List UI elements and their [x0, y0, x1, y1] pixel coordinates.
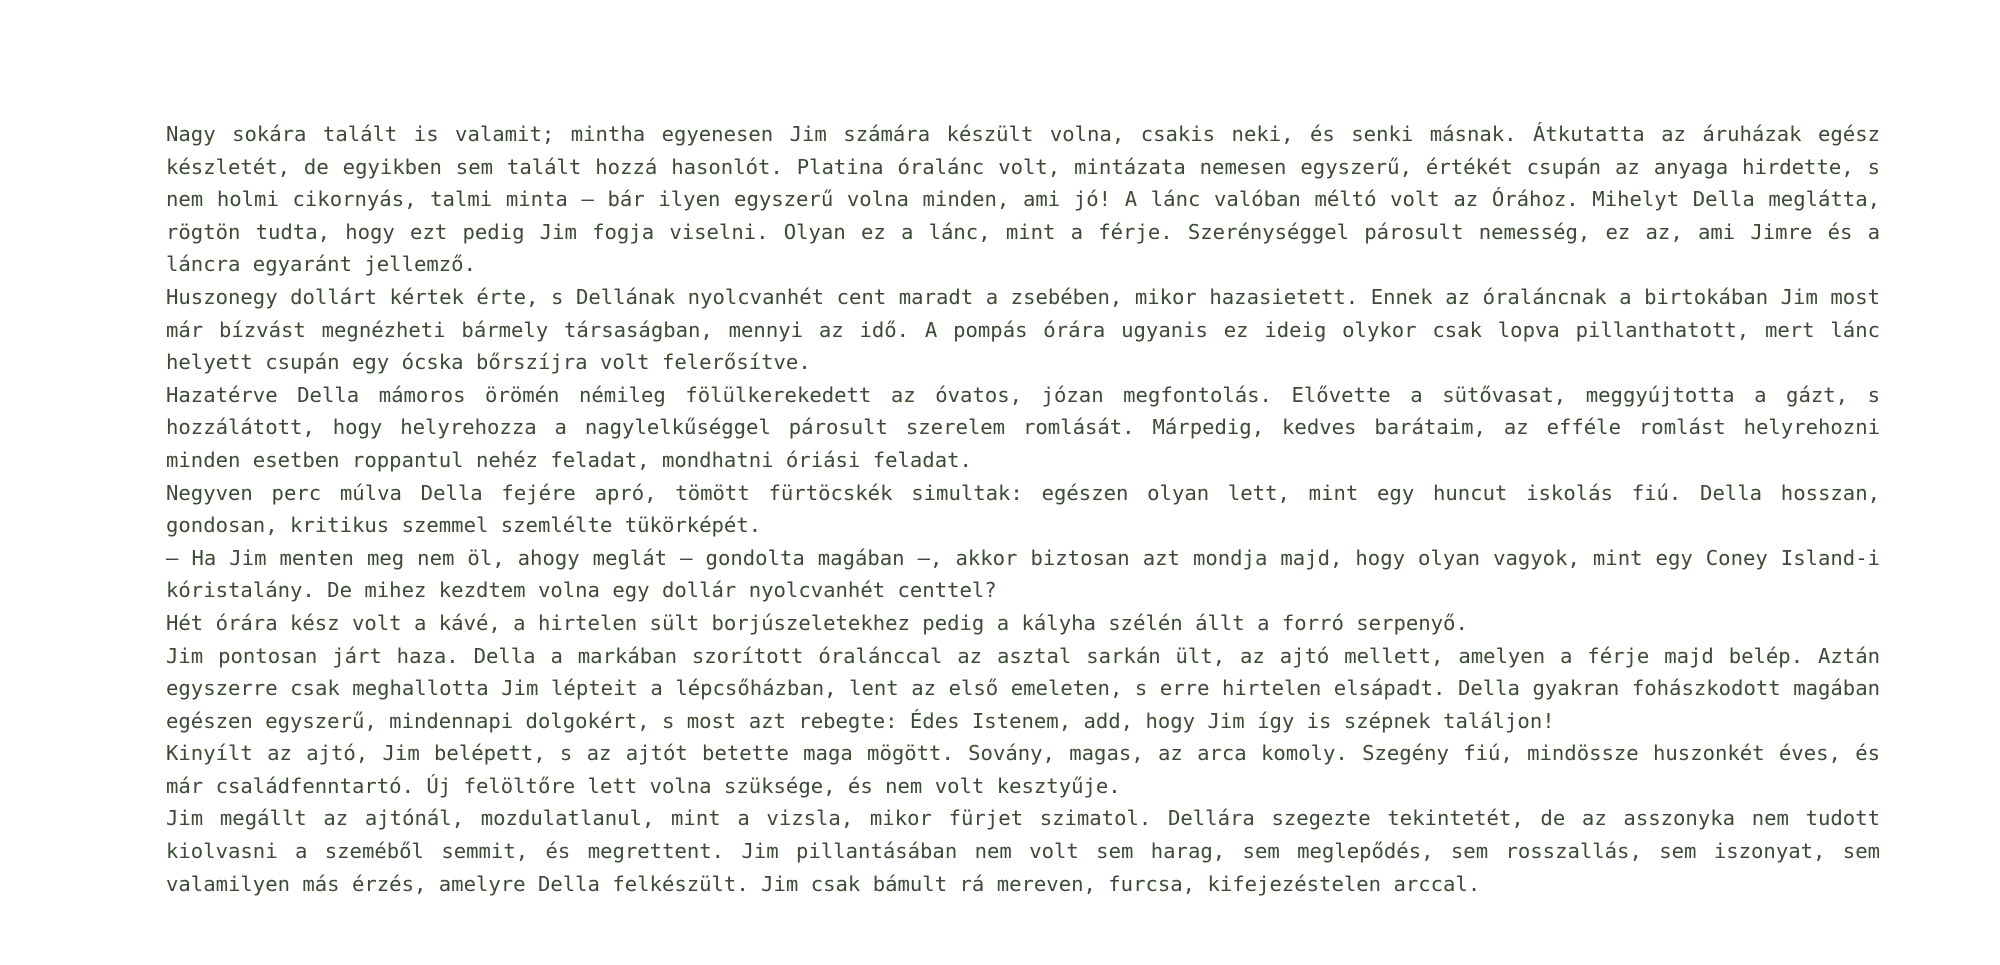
- paragraph: Negyven perc múlva Della fejére apró, tömött fürtöcskék simultak: egészen olyan lett, mint egy huncut iskolás fiú. Della hosszan, gondosan, kritikus szemmel szemlélte tükörképét.: [166, 480, 1880, 538]
- paragraph: Jim megállt az ajtónál, mozdulatlanul, mint a vizsla, mikor fürjet szimatol. Dellára szegezte tekintetét, de az asszonyka nem tudott kiolvasni a szeméből semmit, és megrettent. Jim pillantásában nem volt sem harag, sem meglepődés, sem rosszallás, sem iszonyat, sem valamilyen más érzés, amelyre Della felkészült. Jim csak bámult rá mereven, furcsa, kifejezéstelen arccal.: [166, 806, 1880, 896]
- paragraph: Nagy sokára talált is valamit; mintha egyenesen Jim számára készült volna, csakis neki, és senki másnak. Átkutatta az áruházak egész készletét, de egyikben sem talált hozzá hasonlót. Platina óralánc volt, mintázata nemesen egyszerű, értékét csupán az anyaga hirdette, s nem holmi cikornyás, talmi minta – bár ilyen egyszerű volna minden, ami jó! A lánc valóban méltó volt az Órához. Mihelyt Della meglátta, rögtön tudta, hogy ezt pedig Jim fogja viselni. Olyan ez a lánc, mint a férje. Szerénységgel párosult nemesség, ez az, ami Jimre és a láncra egyaránt jellemző.: [166, 122, 1880, 277]
- paragraph: Huszonegy dollárt kértek érte, s Dellának nyolcvanhét cent maradt a zsebében, mikor hazasietett. Ennek az óraláncnak a birtokában Jim most már bízvást megnézheti bármely társaságban, mennyi az idő. A pompás órára ugyanis ez ideig olykor csak lopva pillanthatott, mert lánc helyett csupán egy ócska bőrszíjra volt felerősítve.: [166, 284, 1880, 375]
- paragraph: Kinyílt az ajtó, Jim belépett, s az ajtót betette maga mögött. Sovány, magas, az arca komoly. Szegény fiú, mindössze huszonkét éves, és már családfenntartó. Új felöltőre lett volna szüksége, és nem volt kesztyűje.: [166, 741, 1880, 798]
- paragraph: Jim pontosan járt haza. Della a markában szorított óralánccal az asztal sarkán ült, az ajtó mellett, amelyen a férje majd belép. Aztán egyszerre csak meghallotta Jim lépteit a lépcsőházban, lent az első emeleten, s erre hirtelen elsápadt. Della gyakran fohászkodott magában egészen egyszerű, mindennapi dolgokért, s most azt rebegte: Édes Istenem, add, hogy Jim így is szépnek találjon!: [166, 643, 1880, 733]
- paragraph: Hét órára kész volt a kávé, a hirtelen sült borjúszeletekhez pedig a kályha szélén állt a forró serpenyő.: [166, 610, 1468, 635]
- paragraph: Hazatérve Della mámoros örömén némileg fölülkerekedett az óvatos, józan megfontolás. Elővette a sütővasat, meggyújtotta a gázt, s hozzálátott, hogy helyrehozza a nagylelkűséggel párosult szerelem romlását. Márpedig, kedves barátaim, az efféle romlást helyrehozni minden esetben roppantul nehéz feladat, mondhatni óriási feladat.: [166, 382, 1880, 472]
- document-body: [166, 118, 1880, 900]
- paragraph: – Ha Jim menten meg nem öl, ahogy meglát – gondolta magában –, akkor biztosan azt mondja majd, hogy olyan vagyok, mint egy Coney Island-i kóristalány. De mihez kezdtem volna egy dollár nyolcvanhét centtel?: [166, 545, 1880, 603]
